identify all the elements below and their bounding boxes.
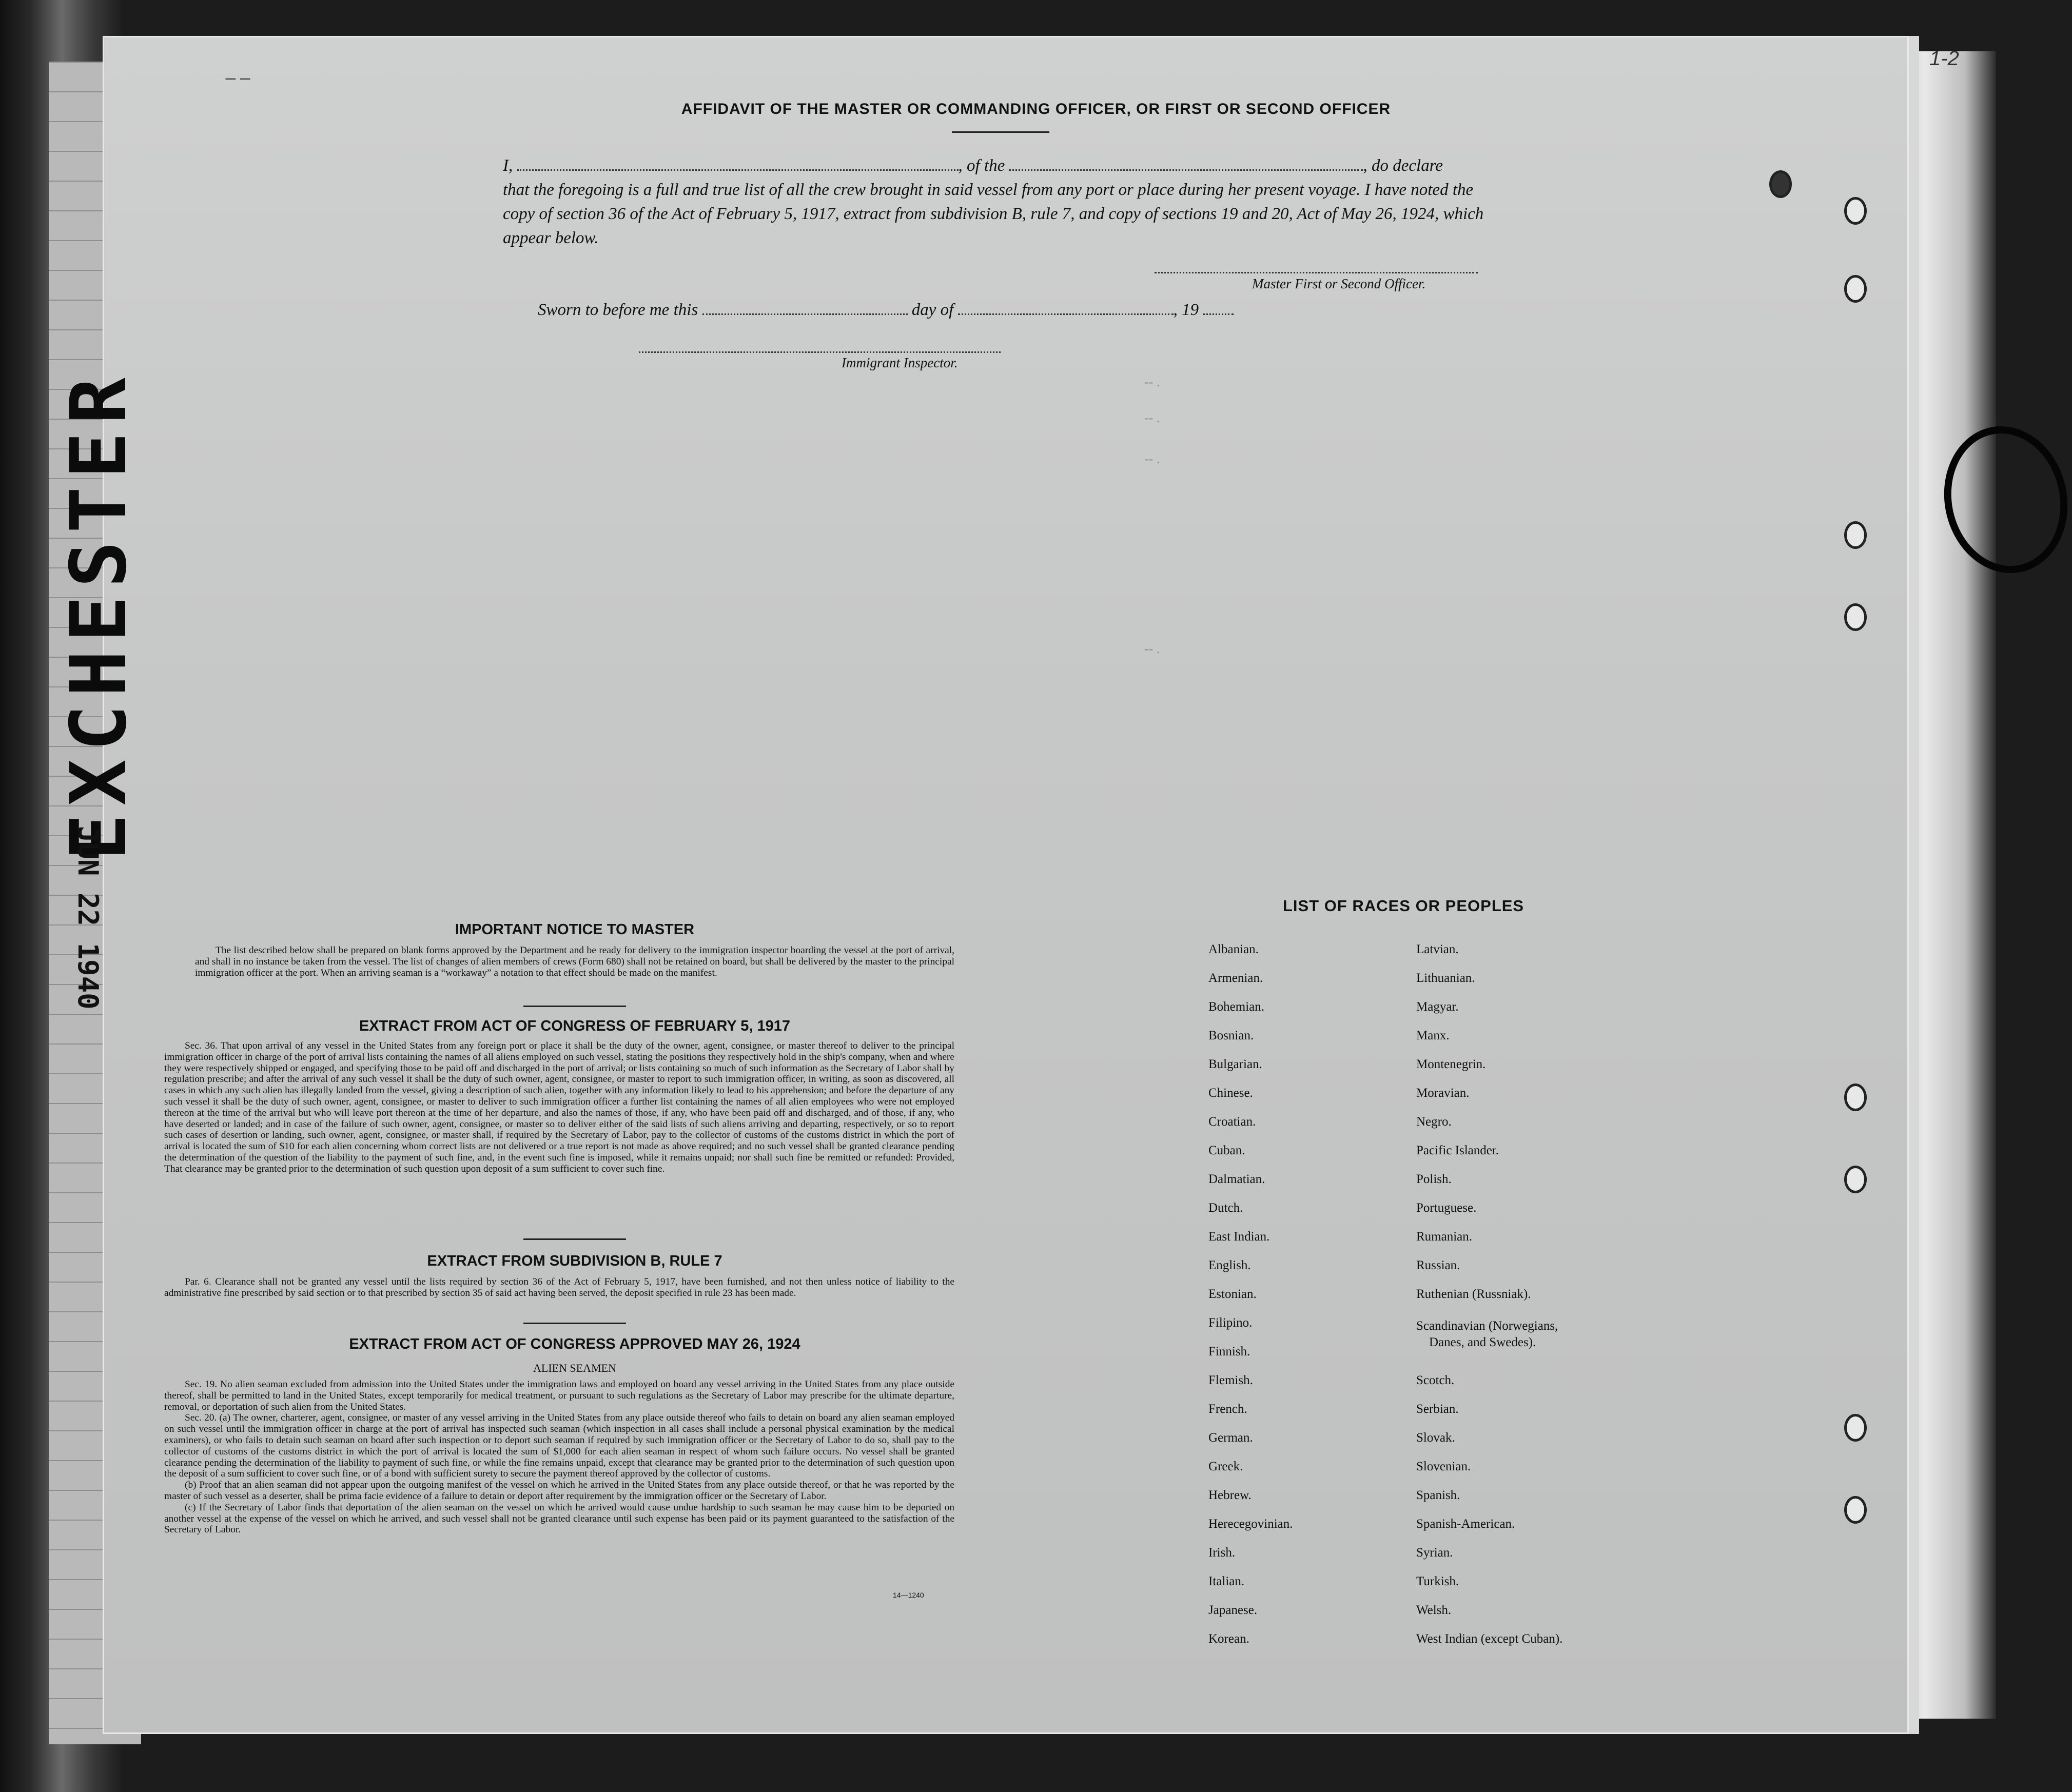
bleed-through-mark: -- .: [1144, 410, 1160, 425]
race-item: Polish.: [1416, 1172, 1452, 1186]
race-item: Croatian.: [1208, 1115, 1256, 1129]
race-item: Moravian.: [1416, 1086, 1470, 1100]
declarant-prefix: I,: [503, 156, 513, 175]
rule-7-paragraph: Par. 6. Clearance shall not be granted any vessel until the lists required by section 36 of the Act of February 5, 1917, have been furnished, and not then unless notice of liability to the administrative fine prescribed by said section or to that prescribed by section 35 of said act having been served, the deposit specified in rule 23 has been made.: [164, 1276, 954, 1298]
sworn-year-label: , 19: [1173, 301, 1199, 319]
punch-hole: [1844, 1496, 1867, 1524]
inspector-signature-line[interactable]: [639, 351, 1001, 353]
race-item: Serbian.: [1416, 1402, 1459, 1416]
sworn-prefix: Sworn to before me this: [538, 301, 698, 319]
race-item: Scandinavian (Norwegians,: [1416, 1319, 1558, 1333]
race-item: Japanese.: [1208, 1603, 1258, 1617]
rule-7-text: [164, 1276, 954, 1299]
race-item: East Indian.: [1208, 1230, 1270, 1244]
affidavit-title: AFFIDAVIT OF THE MASTER OR COMMANDING OFFICER, OR FIRST OR SECOND OFFICER: [681, 101, 1391, 117]
race-item: Manx.: [1416, 1029, 1450, 1042]
race-item: Irish.: [1208, 1546, 1236, 1560]
extract-1917-text: [164, 1040, 954, 1175]
race-item: West Indian (except Cuban).: [1416, 1632, 1563, 1646]
notice-text: [195, 945, 954, 978]
race-item: Latvian.: [1416, 942, 1459, 956]
race-item: Spanish-American.: [1416, 1517, 1515, 1531]
bleed-through-mark: -- .: [1144, 375, 1160, 389]
race-item: English.: [1208, 1258, 1251, 1272]
notice-paragraph: The list described below shall be prepared on blank forms approved by the Department and be ready for delivery to the immigration inspector boarding the vessel at the port of arrival, and shall in no instance be taken from the vessel. The list of changes of alien members of crews (Form 680) shall not be retained on board, but shall be delivered by the master to the principal immigration officer at the port. When an arriving seaman is a “workaway” a notation to that effect should be made on the manifest.: [195, 945, 954, 978]
race-item: Dutch.: [1208, 1201, 1243, 1215]
race-item: Negro.: [1416, 1115, 1452, 1129]
declarant-name-field[interactable]: [517, 169, 959, 171]
underlying-page-edge: [1893, 51, 1996, 1719]
section-36-paragraph: Sec. 36. That upon arrival of any vessel in the United States from any foreign port or place it shall be the duty of the owner, agent, consignee, or master thereof to deliver to the principal immigration officer in charge of the port of arrival lists containing the names of all aliens employed on such vessel, stating the positions they respectively hold in the ship's company, when and where they were respectively shipped or engaged, and specifying those to be paid off and discharged in the port of arrival; or lists containing so much of such information as the Secretary of Labor shall by regulation prescribe; and after the arrival of any such vessel it shall be the duty of such owner, agent, consignee, or master to report to such immigration officer, in writing, as soon as discovered, all cases in which any such alien has illegally landed from the vessel, giving a description of such alien, together with any information likely to lead to his apprehension; and before the departure of any such vessel it shall be the duty of such owner, agent, consignee, or master to deliver to such immigration officer a further list containing the names of all alien employees who were not employed thereon at the time of the arrival but who will leave port thereon at the time of her departure, and also the names of those, if any, who have been paid off and discharged, and of those, if any, who have deserted or landed; and in case of the failure of such owner, agent, consignee, or master so to deliver either of the said lists of such aliens arriving and departing, respectively, or so to report such cases of desertion or landing, such owner, agent, consignee, or master shall, if required by the Secretary of Labor, pay to the collector of customs of the customs district in which the port of arrival is located the sum of $10 for each alien concerning whom correct lists are not delivered or a true report is not made as above required; and no such vessel shall be granted clearance pending the determination of the question of the liability to the payment of such fine, and, in the event such fine is imposed, while it remains unpaid; nor shall such fine be remitted or refunded: Provided, That clearance may be granted prior to the determination of such question upon deposit of a sum sufficient to cover such fine.: [164, 1040, 954, 1174]
divider: [523, 1006, 626, 1007]
race-item: Chinese.: [1208, 1086, 1253, 1100]
race-item: Scotch.: [1416, 1373, 1455, 1387]
race-item: Hebrew.: [1208, 1488, 1252, 1502]
punch-hole: [1844, 275, 1867, 303]
notice-title: IMPORTANT NOTICE TO MASTER: [455, 921, 695, 938]
divider: [523, 1323, 626, 1324]
race-item: Cuban.: [1208, 1144, 1245, 1157]
punch-hole: [1844, 1084, 1867, 1111]
race-item: Korean.: [1208, 1632, 1249, 1646]
extract-1924-title: EXTRACT FROM ACT OF CONGRESS APPROVED MAY 26, 1924: [349, 1336, 800, 1352]
race-item: Magyar.: [1416, 1000, 1459, 1014]
punch-hole: [1769, 170, 1792, 198]
section-20a-paragraph: Sec. 20. (a) The owner, charterer, agent, consignee, or master of any vessel arriving in the United States from any place outside thereof who fails to detain on board any alien seaman employed on such vessel until the immigration officer in charge at the port of arrival has inspected such seaman (which inspection in all cases shall include a personal physical examination by the medical examiners), or who fails to detain such seaman on board after such inspection or to deport such seaman if required by such immigration officer or the Secretary of Labor to do so, shall pay to the collector of customs of the customs district in which the port of arrival is located the sum of $1,000 for each alien seaman in respect of whom such failure occurs. No vessel shall be granted clearance pending the determination of the liability to payment of such fine, or while the fine remains unpaid, except that clearance may be granted prior to the determination of such question upon the deposit of a sum sufficient to cover such fine, or of a bond with sufficient surety to secure the payment thereof approved by the collector of customs.: [164, 1412, 954, 1480]
port-stamp: EXCHESTER: [54, 369, 144, 860]
race-item: Russian.: [1416, 1258, 1460, 1272]
race-item: Slovenian.: [1416, 1460, 1471, 1473]
race-item: Bosnian.: [1208, 1029, 1254, 1042]
punch-hole: [1844, 1166, 1867, 1193]
bleed-through-mark: -- .: [1144, 451, 1160, 466]
race-item: Flemish.: [1208, 1373, 1253, 1387]
race-item: Pacific Islander.: [1416, 1144, 1499, 1157]
rule-7-title: EXTRACT FROM SUBDIVISION B, RULE 7: [427, 1253, 722, 1269]
section-20b-paragraph: (b) Proof that an alien seaman did not appear upon the outgoing manifest of the vessel on which he arrived in the United States from any place outside thereof, or that he was reported by the master of such vessel as a deserter, shall be prima facie evidence of a failure to detain or deport after requirement by the immigration officer or the Secretary of Labor.: [164, 1480, 954, 1502]
alien-seamen-subtitle: ALIEN SEAMEN: [533, 1362, 616, 1374]
sworn-line: [538, 301, 1234, 320]
punch-hole: [1844, 603, 1867, 631]
punch-hole: [1844, 197, 1867, 225]
race-item: Bulgarian.: [1208, 1057, 1262, 1071]
declare-text: , do declare: [1363, 156, 1443, 175]
punch-hole: [1844, 1414, 1867, 1442]
race-item: Welsh.: [1416, 1603, 1452, 1617]
race-item: Slovak.: [1416, 1431, 1455, 1445]
margin-note-left: _ _: [226, 61, 250, 80]
race-item: French.: [1208, 1402, 1247, 1416]
master-signature-line[interactable]: [1155, 272, 1478, 273]
race-item: Danes, and Swedes).: [1429, 1335, 1536, 1349]
race-item: Ruthenian (Russniak).: [1416, 1287, 1531, 1301]
race-item: Turkish.: [1416, 1574, 1459, 1588]
sworn-month-field[interactable]: [958, 313, 1174, 315]
extract-1924-text: [164, 1379, 954, 1535]
inspector-signature-label: Immigrant Inspector.: [842, 355, 958, 370]
races-title: LIST OF RACES OR PEOPLES: [1283, 897, 1524, 915]
section-20c-paragraph: (c) If the Secretary of Labor finds that deportation of the alien seaman on the vessel on which he arrived would cause undue hardship to such seaman he may cause him to be deported on another vessel at the expense of the vessel on which he arrived, and such vessel shall not be granted clearance until such expense has been paid or its payment guaranteed to the satisfaction of the Secretary of Labor.: [164, 1502, 954, 1535]
bleed-through-mark: -- .: [1144, 641, 1160, 656]
section-19-paragraph: Sec. 19. No alien seaman excluded from admission into the United States under the immigration laws and employed on board any vessel arriving in the United States from any place outside thereof, shall be permitted to land in the United States, except temporarily for medical treatment, or pursuant to such regulations as the Secretary of Labor may prescribe for the ultimate departure, removal, or deportation of such alien from the United States.: [164, 1379, 954, 1412]
race-item: Bohemian.: [1208, 1000, 1265, 1014]
stamp-date: JUN 22 1940: [72, 826, 104, 1010]
race-item: Montenegrin.: [1416, 1057, 1486, 1071]
master-signature-label: Master First or Second Officer.: [1252, 276, 1426, 291]
race-item: Filipino.: [1208, 1316, 1253, 1330]
declaration-statement: that the foregoing is a full and true list of all the crew brought in said vessel from any port or place during her present voyage. I have noted the copy of section 36 of the Act of February 5, 1917, extract from subdivision B, rule 7, and copy of sections 19 and 20, Act of May 26, 1924, which appear below.: [503, 181, 1484, 247]
title-rule: [952, 131, 1049, 133]
sworn-day-label: day of: [911, 301, 954, 319]
vessel-name-field[interactable]: [1009, 169, 1363, 171]
race-item: Finnish.: [1208, 1345, 1250, 1358]
affidavit-body: [503, 154, 1509, 250]
race-item: Armenian.: [1208, 971, 1263, 985]
punch-hole: [1844, 521, 1867, 549]
race-item: Greek.: [1208, 1460, 1243, 1473]
race-item: Dalmatian.: [1208, 1172, 1265, 1186]
race-item: Portuguese.: [1416, 1201, 1477, 1215]
race-item: Rumanian.: [1416, 1230, 1473, 1244]
sworn-year-field[interactable]: [1203, 313, 1234, 315]
race-item: Italian.: [1208, 1574, 1245, 1588]
margin-note-right: 1-2: [1929, 47, 1959, 70]
race-item: Syrian.: [1416, 1546, 1453, 1560]
vessel-connector: , of the: [958, 156, 1005, 175]
race-item: Albanian.: [1208, 942, 1259, 956]
race-item: Lithuanian.: [1416, 971, 1475, 985]
race-item: Estonian.: [1208, 1287, 1257, 1301]
extract-1917-title: EXTRACT FROM ACT OF CONGRESS OF FEBRUARY 5, 1917: [359, 1018, 791, 1034]
race-item: Spanish.: [1416, 1488, 1460, 1502]
form-number: 14—1240: [893, 1591, 924, 1599]
race-item: Herecegovinian.: [1208, 1517, 1293, 1531]
divider: [523, 1238, 626, 1240]
sworn-day-field[interactable]: [702, 313, 908, 315]
race-item: German.: [1208, 1431, 1253, 1445]
